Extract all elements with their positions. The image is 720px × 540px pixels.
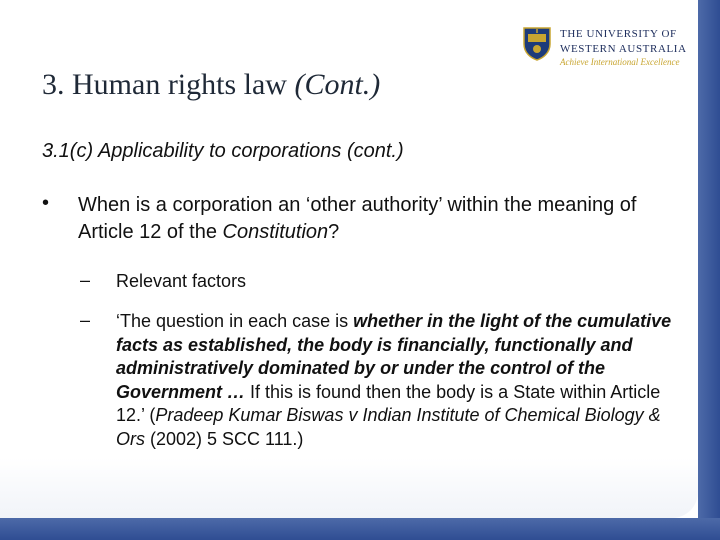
bullet-text-part-1: When is a corporation an ‘other authority’ within the meaning of Article 12 of the	[78, 194, 637, 243]
crest-icon	[522, 26, 552, 62]
sub-item-relevant-factors: Relevant factors	[116, 271, 247, 291]
title-main: 3. Human rights law	[42, 68, 295, 101]
quote-part-1: ‘The question in each case is	[116, 311, 354, 331]
sub-item-quotation	[116, 310, 686, 451]
bullet-text-italic: Constitution	[222, 221, 329, 243]
panel-shading	[0, 458, 698, 518]
logo-line-1: THE UNIVERSITY OF	[560, 28, 677, 40]
quote-case-name: Pradeep Kumar Biswas v Indian Institute of Chemical Biology & Ors	[116, 405, 661, 449]
dash-marker-1: –	[80, 270, 91, 290]
university-logo	[522, 26, 687, 72]
bullet-text-part-2: ?	[328, 221, 340, 243]
title-italic: (Cont.)	[294, 68, 381, 101]
bullet-marker: •	[42, 192, 50, 214]
frame-bottom	[0, 518, 720, 540]
frame-right	[698, 0, 720, 540]
dash-marker-2: –	[80, 310, 91, 330]
quote-citation: (2002) 5 SCC 111.)	[145, 428, 304, 449]
bullet-text	[78, 192, 678, 246]
quote-part-3: If this is found then the body is a State within Article 12.’ (	[116, 381, 661, 425]
logo-line-2: WESTERN AUSTRALIA	[560, 43, 687, 55]
quote-part-2: whether in the light of the cumulative facts as established, the body is financially, functionally and administratively dominated by or under the control of the Government …	[116, 311, 672, 402]
subheading: 3.1(c) Applicability to corporations (cont.)	[42, 140, 404, 162]
slide-title	[42, 68, 380, 102]
logo-motto: Achieve International Excellence	[560, 57, 680, 67]
